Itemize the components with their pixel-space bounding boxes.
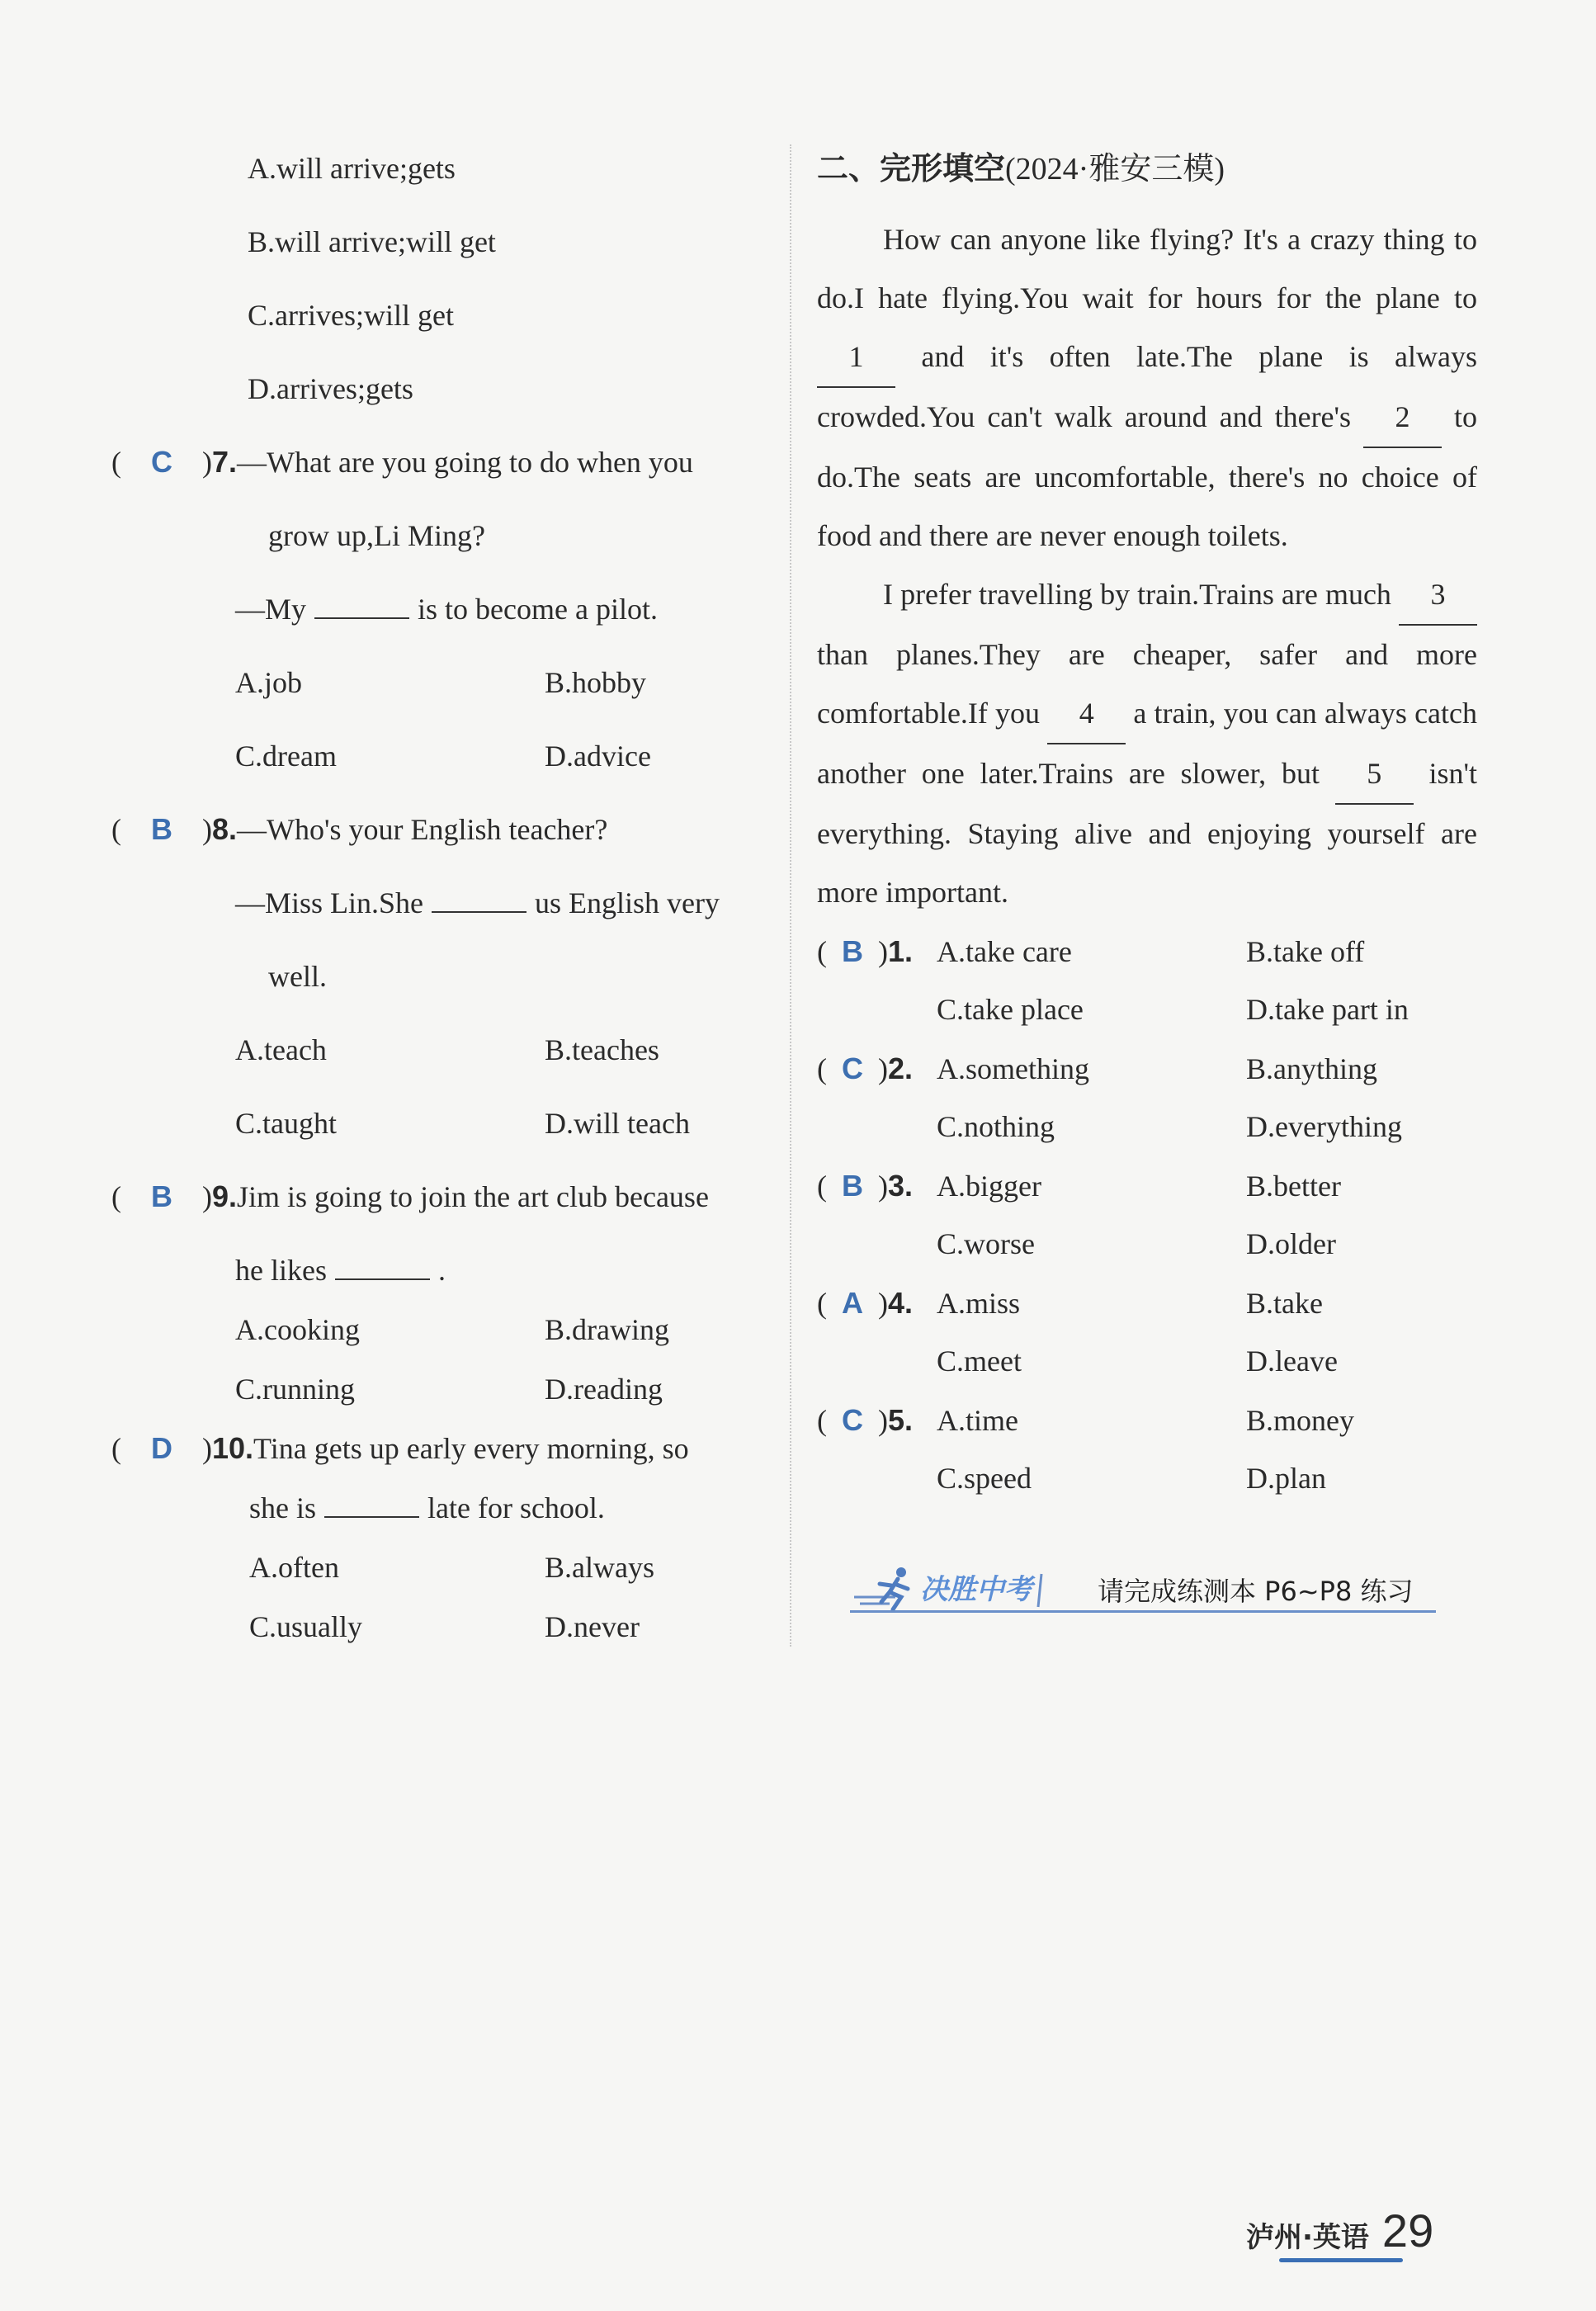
cloze-blank-3: 3 bbox=[1399, 565, 1477, 626]
q9-stem-cont bbox=[111, 1246, 772, 1306]
page-footer bbox=[1246, 2204, 1433, 2270]
q9-options-ab bbox=[111, 1306, 772, 1365]
cloze-2-option-d: D.everything bbox=[1246, 1110, 1402, 1143]
column-divider bbox=[790, 144, 791, 1647]
page-number: 29 bbox=[1381, 2205, 1434, 2257]
q9-answer: B bbox=[151, 1179, 172, 1213]
q6-option-d: D.arrives;gets bbox=[248, 372, 413, 405]
banner-text: 请完成练测本 P6~P8 练习 bbox=[1098, 1576, 1414, 1607]
passage-text: How can anyone like flying? It's a crazy thing to do.I hate flying.You wait for hours for the plane to bbox=[817, 223, 1477, 314]
q9-stem: Jim is going to join the art club because bbox=[237, 1180, 709, 1213]
cloze-item-3-ab bbox=[817, 1156, 1477, 1215]
passage-text: to do.The seats are uncomfortable, there's no choice of food and there are never enough toilets. bbox=[817, 400, 1478, 552]
q9-option-d: D.reading bbox=[545, 1373, 663, 1406]
q10-stem-pre: she is bbox=[249, 1491, 316, 1524]
paren-open: ( bbox=[111, 1180, 121, 1213]
cloze-5-option-a: A.time bbox=[937, 1404, 1018, 1437]
cloze-2-number: 2. bbox=[888, 1052, 914, 1085]
q7-option-c: C.dream bbox=[235, 740, 337, 773]
answer-slot: ( C )5. bbox=[817, 1403, 914, 1437]
left-column bbox=[111, 144, 772, 1662]
cloze-1-option-d: D.take part in bbox=[1246, 993, 1409, 1026]
cloze-item-1-cd bbox=[817, 981, 1477, 1039]
q9-number: 9. bbox=[212, 1179, 238, 1213]
cloze-5-number: 5. bbox=[888, 1403, 914, 1437]
answer-blank bbox=[335, 1250, 430, 1280]
answer-slot: ( B )1. bbox=[817, 934, 914, 968]
q8-options-cd bbox=[111, 1099, 772, 1173]
paren-close: ) bbox=[202, 1432, 212, 1465]
q9-options-cd bbox=[111, 1365, 772, 1425]
section-heading bbox=[817, 144, 1477, 210]
cloze-5-answer: C bbox=[842, 1403, 863, 1437]
cloze-item-5-ab bbox=[817, 1391, 1477, 1449]
q10-answer: D bbox=[151, 1431, 172, 1465]
q7-option-d: D.advice bbox=[545, 740, 651, 773]
cloze-blank-5: 5 bbox=[1335, 744, 1414, 805]
cloze-3-option-d: D.older bbox=[1246, 1227, 1336, 1260]
q9-option-b: B.drawing bbox=[545, 1313, 669, 1346]
cloze-4-option-c: C.meet bbox=[937, 1345, 1022, 1378]
answer-slot: ( C )2. bbox=[817, 1052, 914, 1085]
q6-option-b: B.will arrive;will get bbox=[248, 225, 496, 258]
cloze-1-number: 1. bbox=[888, 934, 914, 968]
q9-stem-pre: he likes bbox=[235, 1254, 327, 1287]
cloze-item-3-cd bbox=[817, 1215, 1477, 1274]
cloze-4-answer: A bbox=[842, 1286, 863, 1320]
q7-answer: C bbox=[151, 445, 172, 479]
q8-response-pre: —Miss Lin.She bbox=[235, 886, 424, 919]
answer-slot: ( A )4. bbox=[817, 1286, 914, 1320]
cloze-item-4-cd bbox=[817, 1332, 1477, 1391]
cloze-blank-4: 4 bbox=[1047, 684, 1126, 744]
cloze-1-option-c: C.take place bbox=[937, 993, 1084, 1026]
paren-close: ) bbox=[202, 446, 212, 479]
passage-text: isn't everything. Staying alive and enjoying yourself are more important. bbox=[817, 757, 1478, 909]
cloze-2-option-c: C.nothing bbox=[937, 1110, 1055, 1143]
practice-banner bbox=[850, 1564, 1436, 1614]
cloze-4-number: 4. bbox=[888, 1286, 914, 1320]
cloze-3-answer: B bbox=[842, 1169, 863, 1203]
cloze-1-option-b: B.take off bbox=[1246, 935, 1365, 968]
q7-stem: —What are you going to do when you bbox=[237, 446, 693, 479]
q7-options-cd bbox=[111, 732, 772, 806]
cloze-4-option-a: A.miss bbox=[937, 1287, 1021, 1320]
q7-options-ab bbox=[111, 659, 772, 732]
svg-text:决胜中考: 决胜中考 bbox=[920, 1573, 1032, 1606]
q8-options-ab bbox=[111, 1026, 772, 1099]
cloze-item-1-ab bbox=[817, 922, 1477, 981]
q10-stem-cont bbox=[111, 1484, 772, 1543]
q7-option-a: A.job bbox=[235, 666, 302, 699]
q7-response-post: is to become a pilot. bbox=[418, 593, 658, 626]
paren-open: ( bbox=[111, 446, 121, 479]
q8-response-cont: well. bbox=[268, 960, 327, 993]
cloze-blank-1: 1 bbox=[817, 328, 895, 388]
cloze-item-5-cd bbox=[817, 1449, 1477, 1508]
paren-open: ( bbox=[111, 813, 121, 846]
cloze-options bbox=[817, 922, 1477, 1508]
q10-stem-line bbox=[111, 1425, 772, 1484]
cloze-3-option-a: A.bigger bbox=[937, 1170, 1041, 1203]
answer-blank bbox=[432, 883, 526, 913]
q8-option-a: A.teach bbox=[235, 1033, 327, 1066]
passage-text: I prefer travelling by train.Trains are much bbox=[883, 578, 1391, 611]
cloze-2-answer: C bbox=[842, 1052, 863, 1085]
passage-text: and it's often late.The plane is always crowded.You can't walk around and there's bbox=[817, 340, 1477, 433]
q10-option-a: A.often bbox=[249, 1551, 339, 1584]
passage-text: than planes.They are cheaper, safer and more comfortable.If you bbox=[817, 638, 1477, 730]
cloze-5-option-b: B.money bbox=[1246, 1404, 1354, 1437]
paren-close: ) bbox=[202, 1180, 212, 1213]
q6-option-c: C.arrives;will get bbox=[248, 299, 454, 332]
answer-slot: ( B )3. bbox=[817, 1169, 914, 1203]
q7-stem-cont: grow up,Li Ming? bbox=[268, 519, 485, 552]
q8-stem: —Who's your English teacher? bbox=[237, 813, 608, 846]
footer-label: 泸州·英语 bbox=[1246, 2221, 1369, 2254]
cloze-3-option-c: C.worse bbox=[937, 1227, 1035, 1260]
q7-response-pre: —My bbox=[235, 593, 307, 626]
q9-option-a: A.cooking bbox=[235, 1313, 360, 1346]
cloze-item-2-cd bbox=[817, 1098, 1477, 1156]
q10-stem: Tina gets up early every morning, so bbox=[253, 1432, 689, 1465]
q10-option-d: D.never bbox=[545, 1610, 640, 1643]
paren-close: ) bbox=[202, 813, 212, 846]
q7-response bbox=[111, 585, 772, 659]
q10-option-b: B.always bbox=[545, 1551, 654, 1584]
q8-number: 8. bbox=[212, 812, 238, 846]
cloze-3-option-b: B.better bbox=[1246, 1170, 1341, 1203]
cloze-2-option-b: B.anything bbox=[1246, 1052, 1377, 1085]
cloze-1-answer: B bbox=[842, 934, 863, 968]
cloze-4-option-b: B.take bbox=[1246, 1287, 1323, 1320]
q10-options-cd bbox=[111, 1603, 772, 1662]
q8-option-b: B.teaches bbox=[545, 1033, 659, 1066]
q10-options-ab bbox=[111, 1543, 772, 1603]
answer-blank bbox=[314, 589, 409, 619]
q8-response bbox=[111, 879, 772, 952]
cloze-item-4-ab bbox=[817, 1274, 1477, 1332]
q10-number: 10. bbox=[212, 1431, 254, 1465]
right-column bbox=[817, 144, 1477, 1508]
answer-blank bbox=[324, 1488, 419, 1518]
q8-answer: B bbox=[151, 812, 172, 846]
cloze-item-2-ab bbox=[817, 1039, 1477, 1098]
cloze-3-number: 3. bbox=[888, 1169, 914, 1203]
runner-logo-icon bbox=[850, 1564, 1056, 1614]
cloze-5-option-d: D.plan bbox=[1246, 1462, 1326, 1495]
passage-text: a train, you can always catch another one later.Trains are slower, but bbox=[817, 697, 1478, 790]
banner-underline bbox=[850, 1610, 1436, 1613]
q7-stem-line bbox=[111, 438, 772, 512]
q10-stem-post: late for school. bbox=[427, 1491, 605, 1524]
q8-stem-line bbox=[111, 806, 772, 879]
paren-open: ( bbox=[111, 1432, 121, 1465]
q8-response-post: us English very bbox=[535, 886, 720, 919]
cloze-4-option-d: D.leave bbox=[1246, 1345, 1338, 1378]
cloze-1-option-a: A.take care bbox=[937, 935, 1072, 968]
footer-accent-line bbox=[1279, 2258, 1403, 2262]
q10-option-c: C.usually bbox=[249, 1610, 363, 1643]
q7-number: 7. bbox=[212, 445, 238, 479]
cloze-2-option-a: A.something bbox=[937, 1052, 1089, 1085]
section-source: (2024·雅安三模) bbox=[1005, 152, 1225, 187]
q6-option-a: A.will arrive;gets bbox=[248, 152, 456, 185]
q9-option-c: C.running bbox=[235, 1373, 356, 1406]
q9-stem-post: . bbox=[437, 1254, 446, 1287]
cloze-blank-2: 2 bbox=[1363, 388, 1442, 448]
cloze-passage bbox=[817, 210, 1477, 922]
q7-option-b: B.hobby bbox=[545, 666, 647, 699]
q8-option-d: D.will teach bbox=[545, 1107, 690, 1140]
q8-option-c: C.taught bbox=[235, 1107, 337, 1140]
q9-stem-line bbox=[111, 1173, 772, 1246]
cloze-5-option-c: C.speed bbox=[937, 1462, 1032, 1495]
section-title: 二、完形填空 bbox=[817, 150, 1006, 187]
